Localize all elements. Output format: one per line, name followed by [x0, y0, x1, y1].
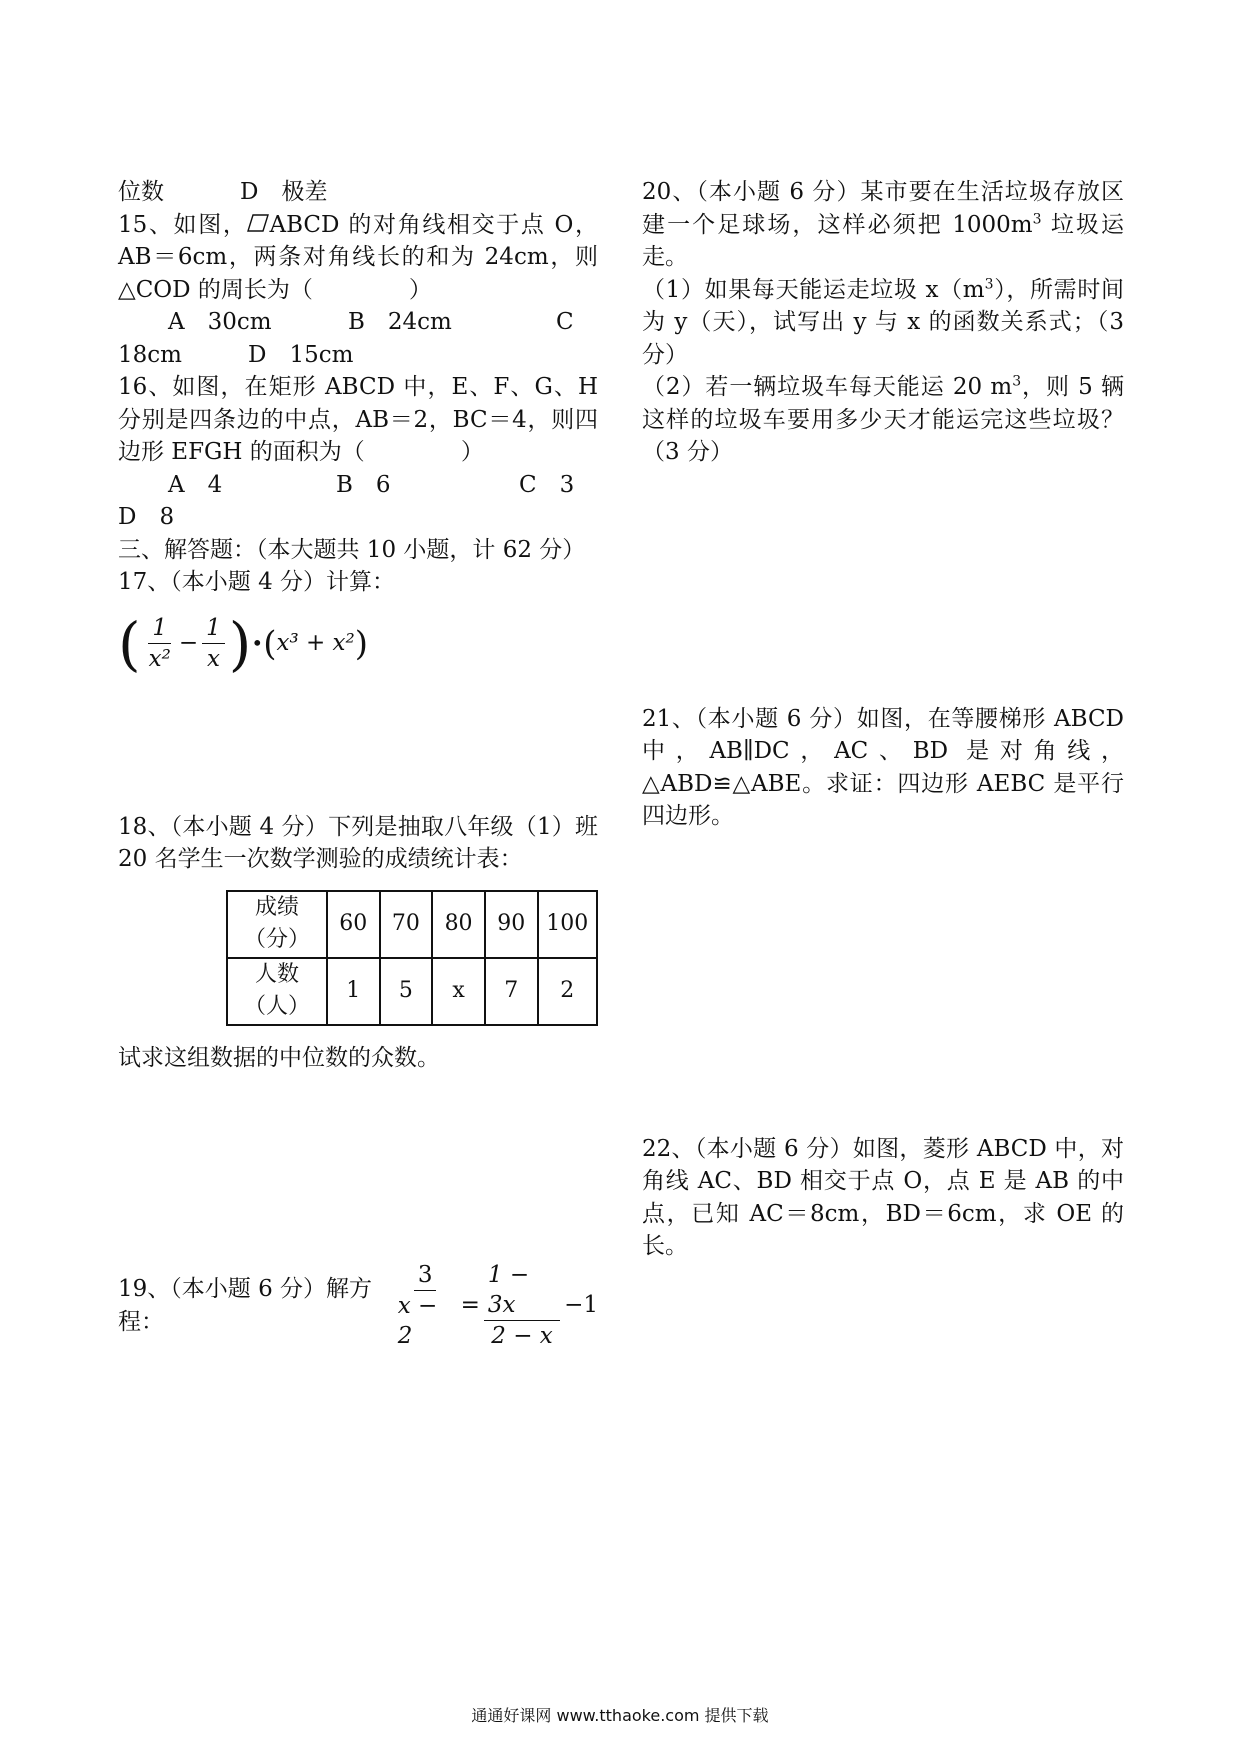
- left-column: [118, 176, 598, 1351]
- q20-stem: 20、（本小题 6 分）某市要在生活垃圾存放区建一个足球场，这样必须把 $1000m^3$ 垃圾运走。: [642, 179, 1125, 270]
- q18-ask: 试求这组数据的中位数的众数。: [118, 1044, 440, 1071]
- q14-option-d: D 极差: [240, 179, 328, 205]
- q15-option-b: B 24cm: [348, 309, 452, 335]
- table-row: 成绩（分） 60 70 80 90 100: [227, 891, 597, 958]
- page-footer: 通通好课网 www.tthaoke.com 提供下载: [471, 1706, 769, 1725]
- q18-stem: 18、（本小题 4 分）下列是抽取八年级（1）班 20 名学生一次数学测验的成绩统计表：: [118, 813, 598, 872]
- right-column: [642, 176, 1124, 1263]
- q17-expression: ( $\frac{1}{\text{x²}}$ − $\frac{1}{x}$ ) • ( x³ + x² ): [118, 609, 369, 678]
- section-three-title: 三、解答题：（本大题共 10 小题，计 62 分）: [118, 536, 586, 563]
- q15-options: [118, 306, 598, 339]
- q15-options-2: [118, 339, 598, 372]
- q17-stem: 17、（本小题 4 分）计算：: [118, 569, 396, 595]
- q16-option-d: D 8: [118, 504, 175, 530]
- q16-option-c: C 3: [519, 471, 575, 498]
- q15-option-c-value: 18cm: [118, 341, 182, 368]
- q22-stem: 22、（本小题 6 分）如图，菱形 ABCD 中，对角线 AC、BD 相交于点 O，点 E 是 AB 的中点，已知 AC＝8cm，BD＝6cm，求 OE 的长。: [642, 1135, 1124, 1259]
- q14-continuation: [118, 176, 598, 209]
- q16-option-b: B 6: [336, 471, 391, 498]
- q14-option-c-tail: 位数: [118, 179, 164, 205]
- q16-options: [118, 469, 598, 502]
- table-row: 人数（人） 1 5 x 7 2: [227, 958, 597, 1025]
- q21-stem: 21、（本小题 6 分）如图，在等腰梯形 ABCD 中，AB∥DC，AC、BD 是对角线，△ABD≌△ABE。求证：四边形 AEBC 是平行四边形。: [642, 705, 1124, 829]
- q20-part2: （2）若一辆垃圾车每天能运 20 $m^3$，则 5 辆这样的垃圾车要用多少天才能运完这些垃圾？（3 分）: [642, 373, 1124, 465]
- parallelogram-icon: [247, 210, 269, 228]
- q15-option-a: A 30cm: [168, 309, 272, 335]
- q20-part1: （1）如果每天能运走垃圾 $x(m^3)$，所需时间为 y（天），试写出 y 与 x 的函数关系式；（3 分）: [642, 275, 1125, 368]
- q16-option-a: A 4: [168, 471, 223, 498]
- q16-stem: 16、如图，在矩形 ABCD 中，E、F、G、H 分别是四条边的中点，AB＝2，BC＝4，则四边形 EFGH 的面积为（ ）: [118, 374, 598, 465]
- q15-option-c: C: [556, 309, 574, 335]
- q15-option-d: D 15cm: [248, 341, 354, 368]
- score-table: [226, 890, 598, 1026]
- q15-stem: 15、如图， ABCD 的对角线相交于点 O，AB＝6cm，两条对角线长的和为 24cm，则△COD 的周长为（ ）: [118, 211, 598, 303]
- q19-stem: 19、（本小题 6 分）解方程： $\frac{3}{x - 2}$ = $\frac{1 - 3x}{2 - x}$ −1: [118, 1262, 598, 1349]
